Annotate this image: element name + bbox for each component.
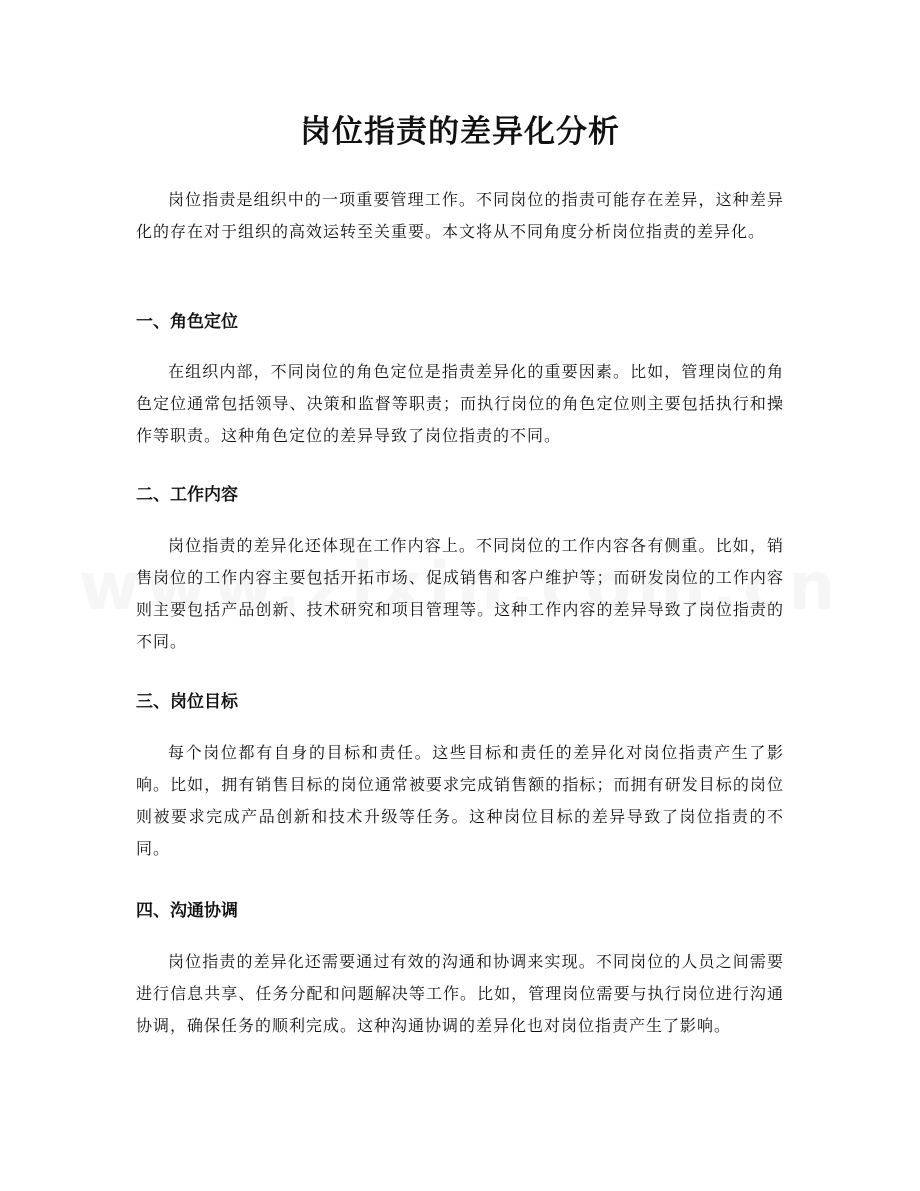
- section-body-goal: 每个岗位都有自身的目标和责任。这些目标和责任的差异化对岗位指责产生了影响。比如，拥有销售目标的岗位通常被要求完成销售额的指标；而拥有研发目标的岗位则被要求完成产品创新和技术升级等任务。这种岗位目标的差异导致了岗位指责的不同。: [136, 743, 784, 858]
- intro-paragraph: 岗位指责是组织中的一项重要管理工作。不同岗位的指责可能存在差异，这种差异化的存在对于组织的高效运转至关重要。本文将从不同角度分析岗位指责的差异化。: [136, 190, 784, 241]
- section-heading-work: 二、工作内容: [136, 485, 238, 505]
- section-heading-role: 一、角色定位: [136, 312, 238, 332]
- section-heading-communication: 四、沟通协调: [136, 901, 238, 921]
- section-heading-goal: 三、岗位目标: [136, 692, 238, 712]
- section-body-work: 岗位指责的差异化还体现在工作内容上。不同岗位的工作内容各有侧重。比如，销售岗位的工作内容主要包括开拓市场、促成销售和客户维护等；而研发岗位的工作内容则主要包括产品创新、技术研究和项目管理等。这种工作内容的差异导致了岗位指责的不同。: [136, 536, 784, 651]
- page-title: 岗位指责的差异化分析: [300, 114, 620, 150]
- section-body-role: 在组织内部，不同岗位的角色定位是指责差异化的重要因素。比如，管理岗位的角色定位通常包括领导、决策和监督等职责；而执行岗位的角色定位则主要包括执行和操作等职责。这种角色定位的差异导致了岗位指责的不同。: [136, 362, 784, 445]
- section-body-communication: 岗位指责的差异化还需要通过有效的沟通和协调来实现。不同岗位的人员之间需要进行信息共享、任务分配和问题解决等工作。比如，管理岗位需要与执行岗位进行沟通协调，确保任务的顺利完成。这种沟通协调的差异化也对岗位指责产生了影响。: [136, 952, 784, 1035]
